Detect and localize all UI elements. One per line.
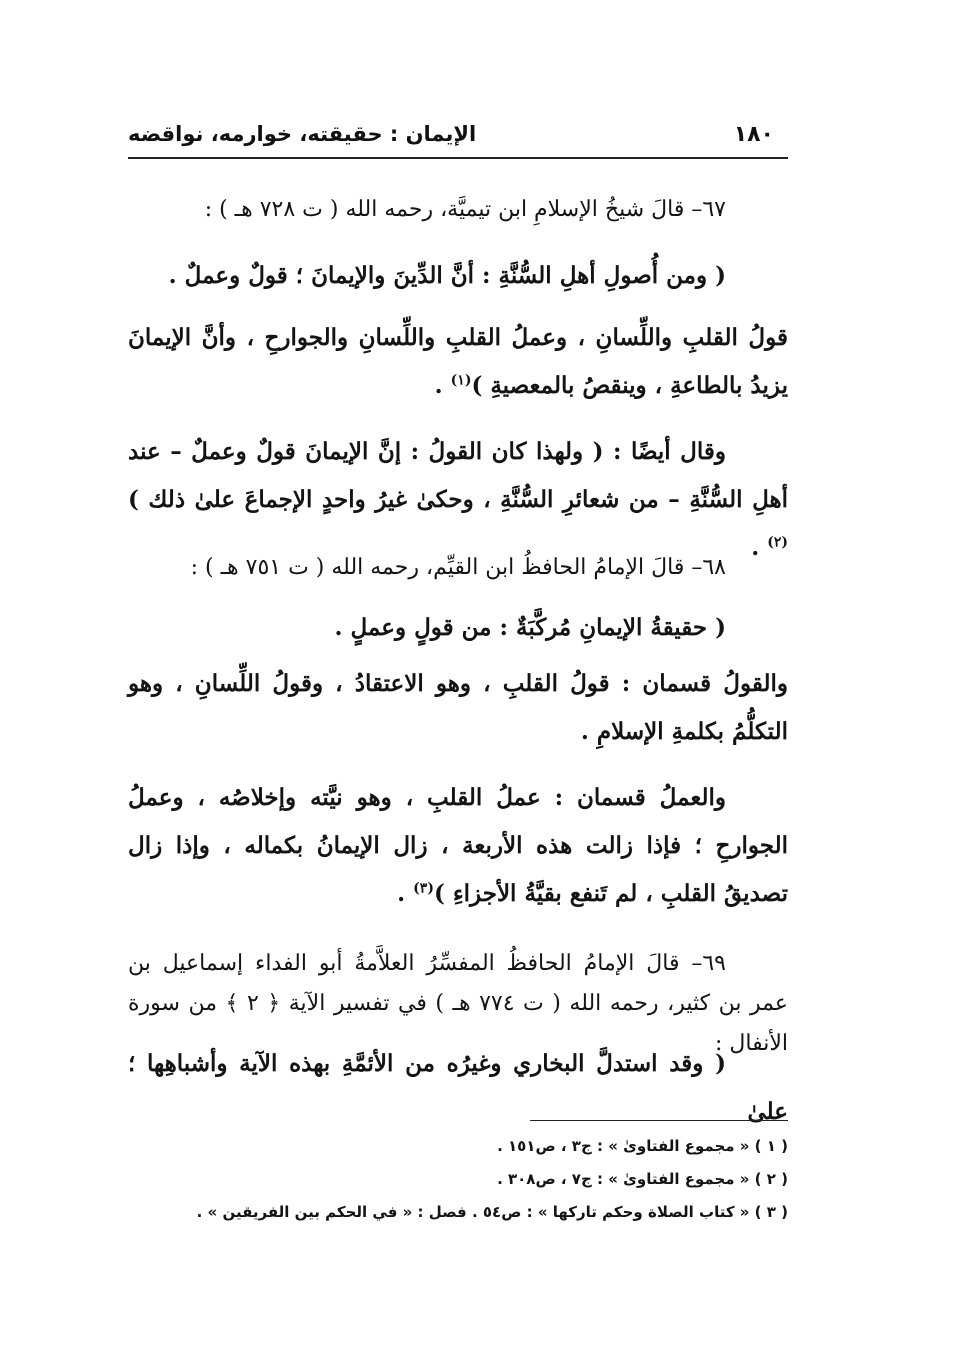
paragraph-69-intro: ٦٩– قالَ الإمامُ الحافظُ المفسِّرُ العلاَّمةُ أبو الفداء إسماعيل بن عمر بن كثير، رحمه الله ( ت ٧٧٤ هـ ) في تفسير الآية ﴿ ٢ ﴾ من سورة الأنفال : xyxy=(128,951,788,1056)
paragraph-68-quote-a: ( حقيقةُ الإيمانِ مُركَّبَةٌ : من قولٍ وعملٍ . xyxy=(334,614,726,641)
paragraph-69-quote: ( وقد استدلَّ البخاري وغيرُه من الأئمَّةِ بهذه الآية وأشباهِها ؛ علىٰ xyxy=(128,1050,788,1125)
header-rule xyxy=(128,157,788,159)
footnotes xyxy=(128,1130,788,1229)
paragraph-67-also-end: . xyxy=(751,534,768,561)
paragraph-67-also-text: وقال أيضًا : ( ولهذا كان القولُ : إنَّ الإيمانَ قولٌ وعملٌ – عند أهلِ السُّنَّةِ – من شعائرِ السُّنَّةِ ، وحكىٰ غيرُ واحدٍ الإجماعَ علىٰ ذلك ) xyxy=(128,438,788,513)
paragraph-68-quote-b: والقولُ قسمان : قولُ القلبِ ، وهو الاعتقادُ ، وقولُ اللِّسانِ ، وهو التكلُّمُ بكلمةِ الإسلامِ . xyxy=(128,670,788,745)
running-header xyxy=(128,118,788,158)
paragraph-68-intro: ٦٨– قالَ الإمامُ الحافظُ ابن القيِّم، رحمه الله ( ت ٧٥١ هـ ) : xyxy=(190,555,726,580)
footnote-rule xyxy=(530,1120,788,1121)
footnote-2: ( ٢ ) « مجموع الفتاوىٰ » : ج٧ ، ص٣٠٨ . xyxy=(497,1170,788,1188)
footnote-3: ( ٣ ) « كتاب الصلاة وحكم تاركها » : ص٥٤ . فصل : « في الحكم بين الفريقين » . xyxy=(196,1203,788,1221)
paragraph-67-intro: ٦٧– قالَ شيخُ الإسلامِ ابن تيميَّة، رحمه الله ( ت ٧٢٨ هـ ) : xyxy=(204,197,726,222)
paragraph-68-quote-c-end: . xyxy=(397,880,414,907)
paragraph-68-quote-c-text: والعملُ قسمان : عملُ القلبِ ، وهو نيَّته وإخلاصُه ، وعملُ الجوارحِ ؛ فإذا زالت هذه الأربعة ، زال الإيمانُ بكماله ، وإذا زال تصديقُ القلبِ ، لم تَنفع بقيَّةُ الأجزاءِ ) xyxy=(128,784,788,907)
footnote-1: ( ١ ) « مجموع الفتاوىٰ » : ج٣ ، ص١٥١ . xyxy=(497,1137,788,1155)
footnote-ref-3: (٣) xyxy=(413,880,434,897)
paragraph-67-quote-b xyxy=(128,314,788,410)
paragraph-67-quote-a: ( ومن أُصولِ أهلِ السُّنَّةِ : أنَّ الدِّينَ والإيمانَ ؛ قولٌ وعملٌ . xyxy=(168,262,726,289)
paragraph-67-quote-b-end: . xyxy=(434,372,451,399)
page-number: ١٨٠ xyxy=(733,122,774,147)
footnote-ref-2: (٢) xyxy=(767,534,788,551)
footnote-ref-1: (١) xyxy=(450,372,472,389)
running-title: الإيمان : حقيقته، خوارمه، نواقضه xyxy=(128,122,477,146)
paragraph-67-quote-b-text: قولُ القلبِ واللِّسانِ ، وعملُ القلبِ واللِّسانِ والجوارحِ ، وأنَّ الإيمانَ يزيدُ بالطاعةِ ، وينقصُ بالمعصيةِ ) xyxy=(128,324,788,399)
paragraph-68-quote-c xyxy=(128,774,788,918)
